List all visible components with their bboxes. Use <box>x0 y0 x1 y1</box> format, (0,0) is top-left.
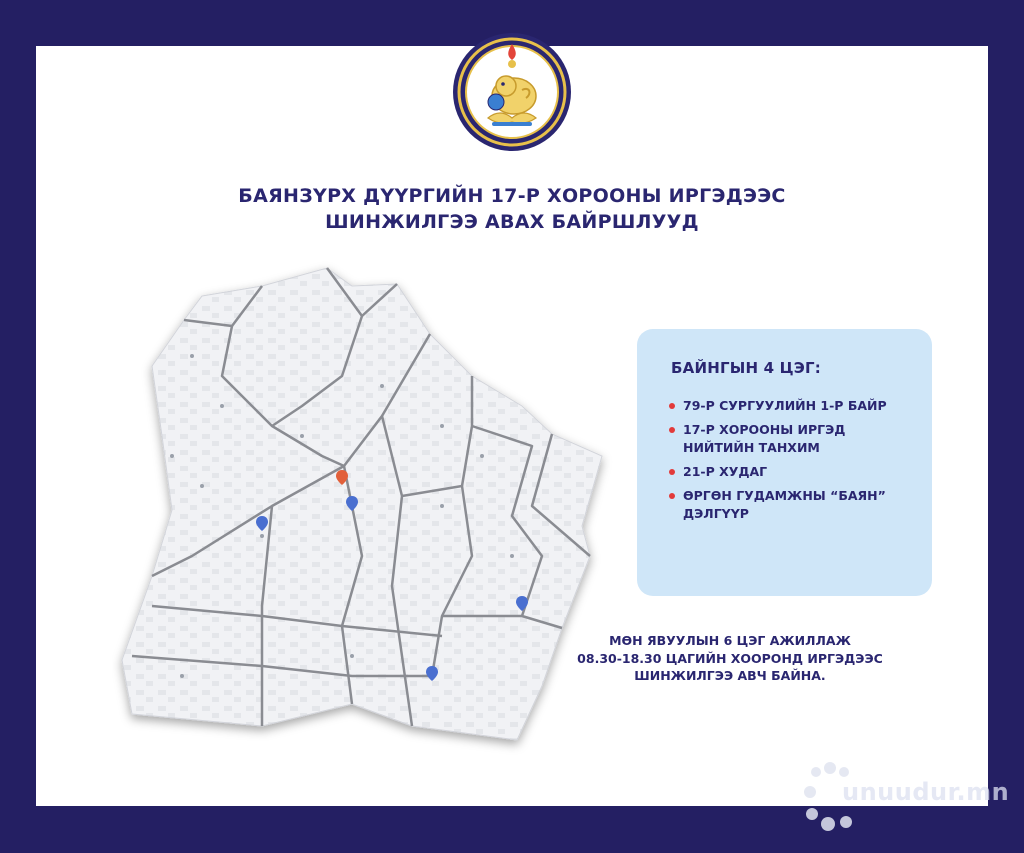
bullet-icon <box>669 427 675 433</box>
note-line-2: 08.30-18.30 ЦАГИЙН ХООРОНД ИРГЭДЭЭС <box>577 650 883 666</box>
list-item-line-1: 17-Р ХОРООНЫ ИРГЭД <box>683 422 846 437</box>
title-line-2: ШИНЖИЛГЭЭ АВАХ БАЙРШЛУУД <box>325 211 699 233</box>
title-line-1: БАЯНЗҮРХ ДҮҮРГИЙН 17-Р ХОРООНЫ ИРГЭДЭЭС <box>238 185 786 207</box>
list-item-line-2: ДЭЛГҮҮР <box>683 506 749 521</box>
note-line-3: ШИНЖИЛГЭЭ АВЧ БАЙНА. <box>634 668 826 683</box>
list-item <box>669 421 914 457</box>
bullet-icon <box>669 403 675 409</box>
locations-info-box <box>637 329 932 596</box>
list-item <box>669 397 914 415</box>
list-item-line-1: 21-Р ХУДАГ <box>683 464 768 479</box>
bullet-icon <box>669 469 675 475</box>
bullet-icon <box>669 493 675 499</box>
list-item <box>669 487 914 523</box>
list-item-line-2: НИЙТИЙН ТАНХИМ <box>683 440 820 455</box>
watermark-text: unuudur.mn <box>842 778 1010 806</box>
info-heading: БАЙНГЫН 4 ЦЭГ: <box>671 359 821 377</box>
page-title <box>0 183 1024 235</box>
list-item-line-1: 79-Р СУРГУУЛИЙН 1-Р БАЙР <box>683 398 887 413</box>
watermark <box>800 758 1015 838</box>
district-map-icon <box>112 256 622 756</box>
mobile-points-note <box>565 632 895 685</box>
district-emblem-icon <box>452 30 572 154</box>
note-line-1: МӨН ЯВУУЛЫН 6 ЦЭГ АЖИЛЛАЖ <box>609 633 851 648</box>
list-item-line-1: ӨРГӨН ГУДАМЖНЫ “БАЯН” <box>683 488 886 503</box>
locations-list <box>669 397 914 529</box>
list-item <box>669 463 914 481</box>
